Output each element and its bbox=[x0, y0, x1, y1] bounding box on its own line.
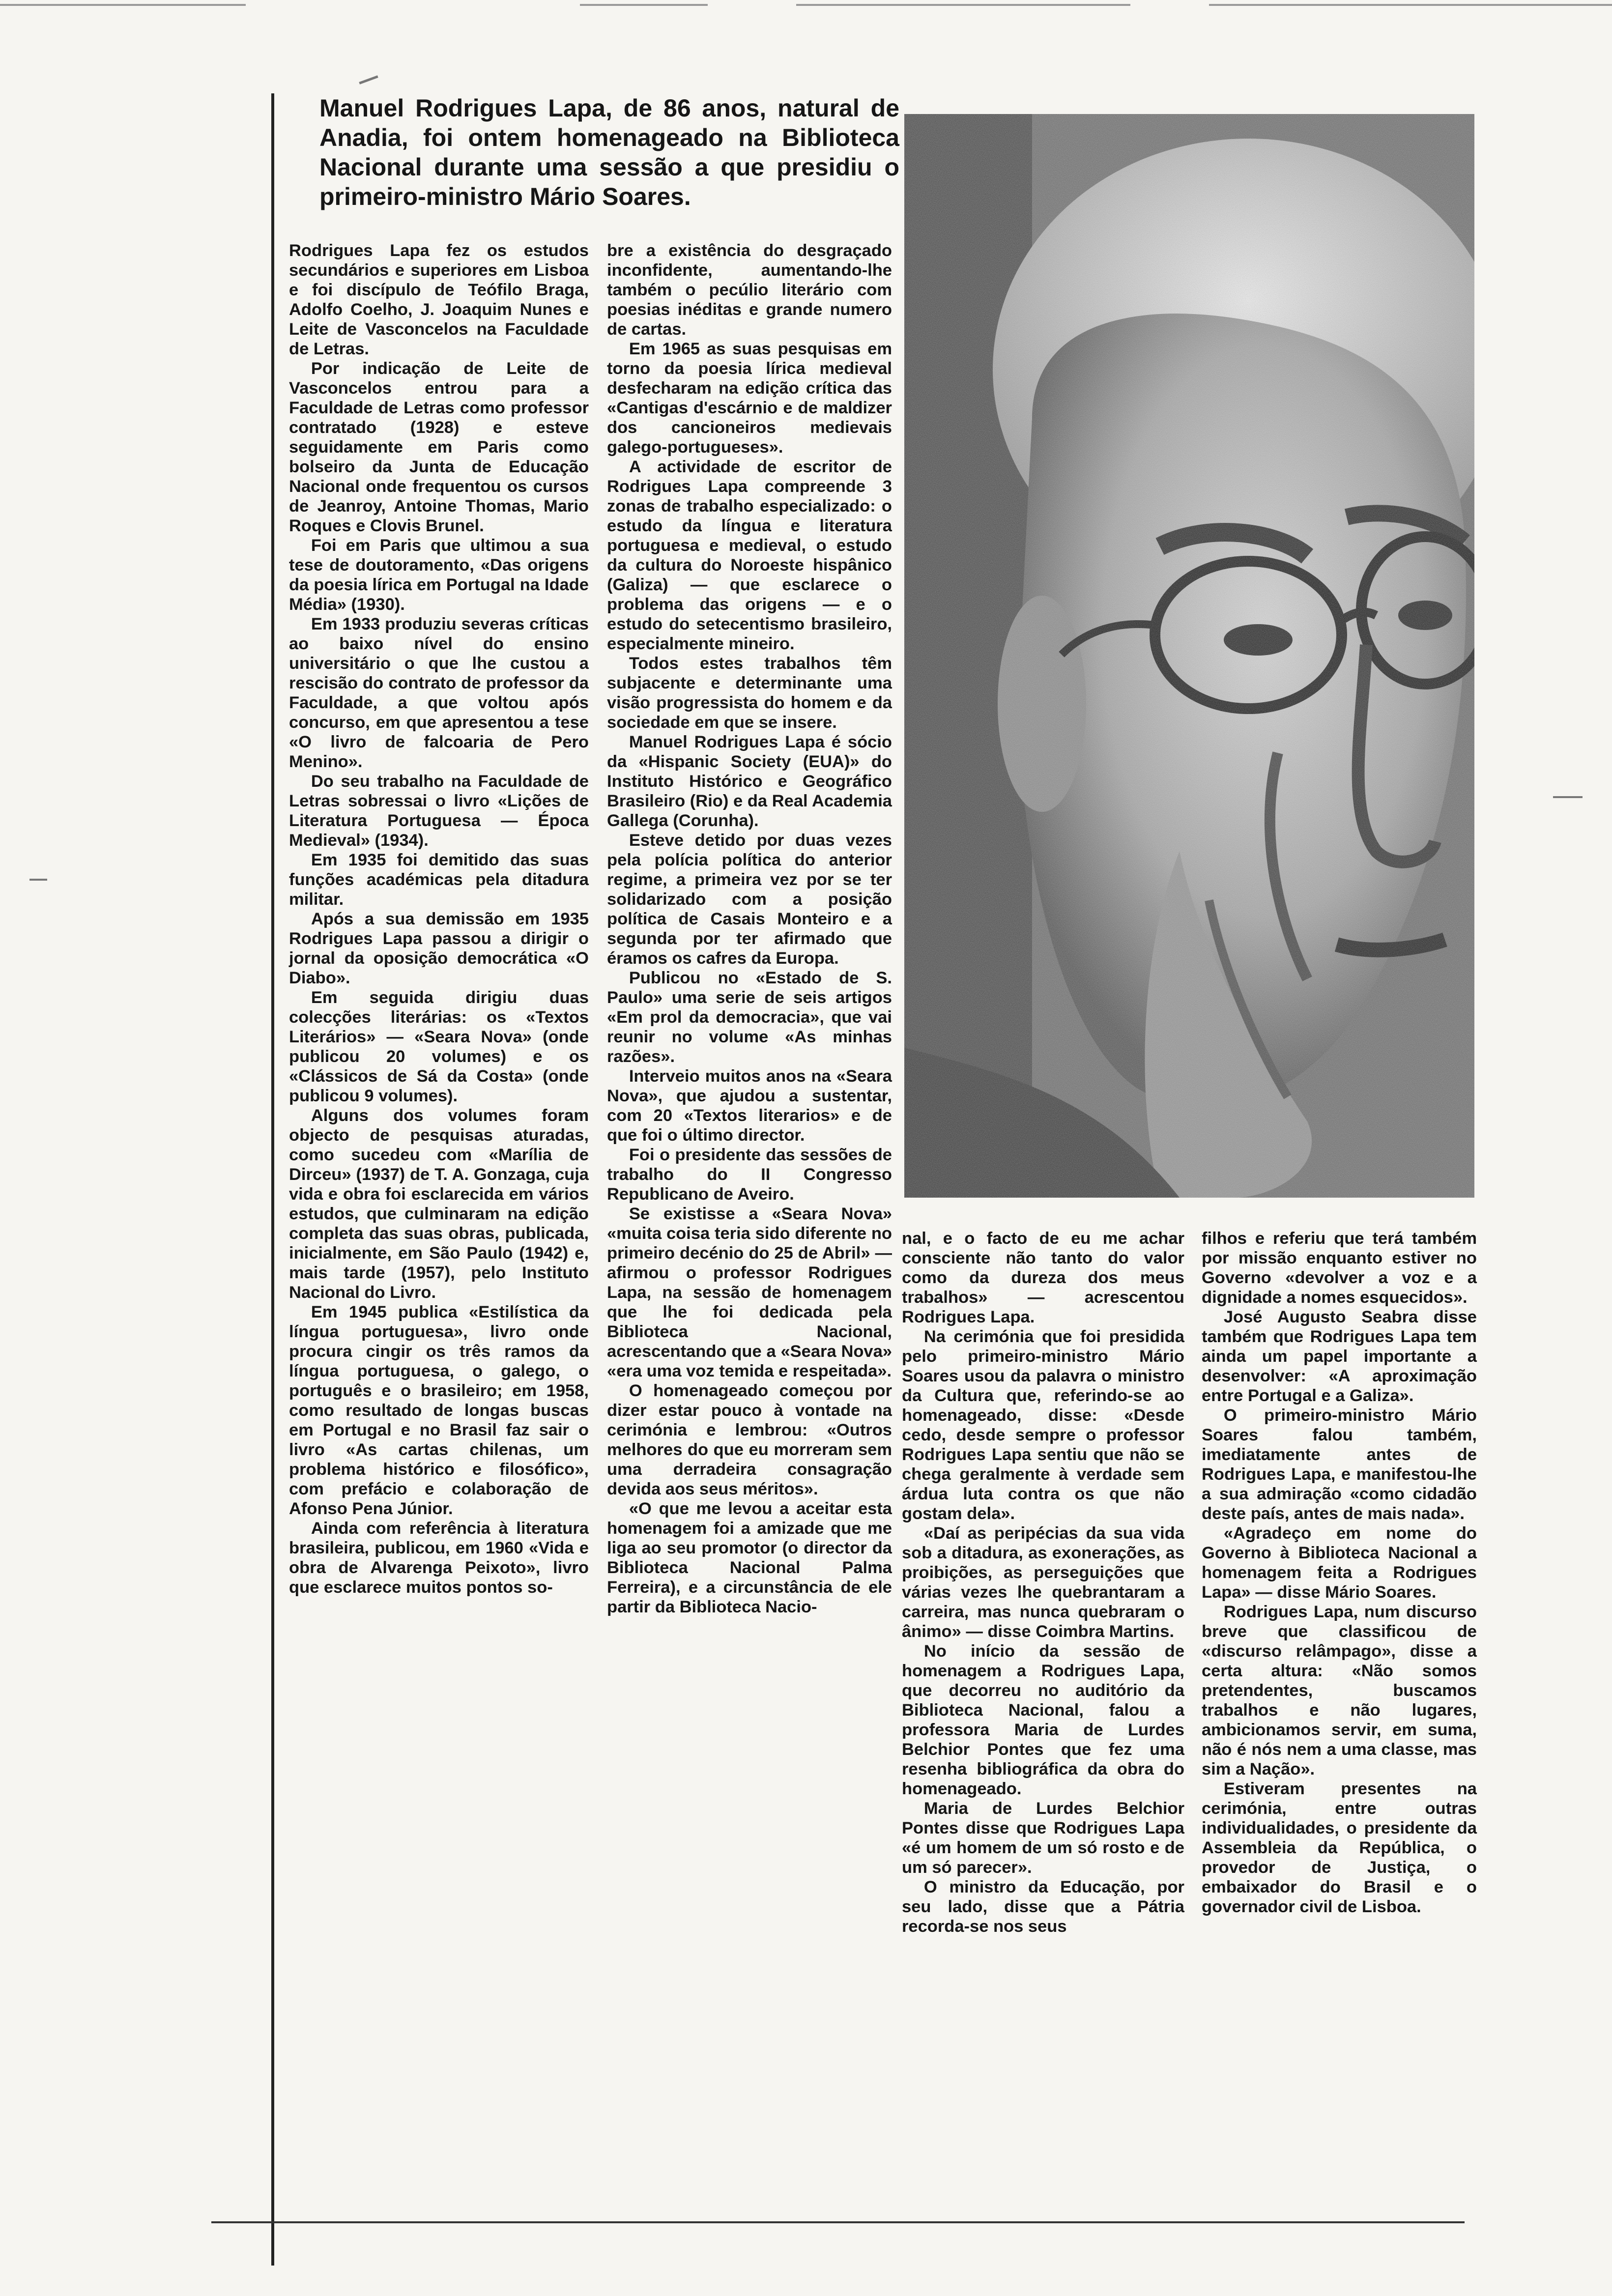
article-paragraph: Ainda com referência à literatura brasileira, publicou, em 1960 «Vida e obra de Alvarenga Peixoto», livro que esclarece muitos pontos so- bbox=[289, 1519, 589, 1597]
article-paragraph: Em 1945 publica «Estilística da língua portuguesa», livro onde procura cingir os três ramos da língua portuguesa, o galego, o português e o brasileiro; em 1958, como resultado de longas buscas em Portugal e no Brasil faz sair o livro «As cartas chilenas, um problema histórico e filosófico», com prefácio e colaboração de Afonso Pena Júnior. bbox=[289, 1303, 589, 1518]
scan-edge-line bbox=[1209, 4, 1612, 6]
article-column-4 bbox=[1202, 1229, 1477, 1917]
article-paragraph: Em 1933 produziu severas críticas ao baixo nível do ensino universitário o que lhe custou a rescisão do contrato de professor da Faculdade, a que voltou após concurso, em que apresentou a tese «O livro de falcoaria de Pero Menino». bbox=[289, 615, 589, 771]
article-paragraph: filhos e referiu que terá também por missão enquanto estiver no Governo «devolver a voz e a dignidade a nomes esquecidos». bbox=[1202, 1229, 1477, 1307]
article-paragraph: José Augusto Seabra disse também que Rodrigues Lapa tem ainda um papel importante a desenvolver: «A aproximação entre Portugal e a Galiza». bbox=[1202, 1308, 1477, 1405]
scan-edge-line bbox=[0, 4, 246, 6]
article-column-3 bbox=[902, 1229, 1184, 1936]
article-paragraph: Em 1935 foi demitido das suas funções académicas pela ditadura militar. bbox=[289, 851, 589, 909]
article-column-1 bbox=[289, 241, 589, 1597]
article-paragraph: Do seu trabalho na Faculdade de Letras sobressai o livro «Lições de Literatura Portuguesa — Época Medieval» (1934). bbox=[289, 772, 589, 850]
article-paragraph: Alguns dos volumes foram objecto de pesquisas aturadas, como sucedeu com «Marília de Dirceu» (1937) de T. A. Gonzaga, cuja vida e obra foi esclarecida em vários estudos, que culminaram na edição completa das suas obras, publicada, inicialmente, em São Paulo (1942) e, mais tarde (1957), pelo Instituto Nacional do Livro. bbox=[289, 1106, 589, 1302]
article-paragraph: «Daí as peripécias da sua vida sob a ditadura, as exonerações, as proibições, as perseguições que várias vezes lhe quebrantaram a carreira, mas nunca quebraram o ânimo» — disse Coimbra Martins. bbox=[902, 1524, 1184, 1641]
article-paragraph: Por indicação de Leite de Vasconcelos entrou para a Faculdade de Letras como professor contratado (1928) e esteve seguidamente em Paris como bolseiro da Junta de Educação Nacional onde frequentou os cursos de Jeanroy, Antoine Thomas, Mario Roques e Clovis Brunel. bbox=[289, 359, 589, 535]
article-paragraph: Em 1965 as suas pesquisas em torno da poesia lírica medieval desfecharam na edição crítica das «Cantigas d'escárnio e de maldizer dos cancioneiros medievais galego-portugueses». bbox=[607, 340, 892, 457]
article-paragraph: «O que me levou a aceitar esta homenagem foi a amizade que me liga ao seu promotor (o director da Biblioteca Nacional Palma Ferreira), e a circunstância de ele partir da Biblioteca Nacio- bbox=[607, 1499, 892, 1616]
article-paragraph: Foi em Paris que ultimou a sua tese de doutoramento, «Das origens da poesia lírica em Portugal na Idade Média» (1930). bbox=[289, 536, 589, 614]
scan-mark bbox=[1553, 796, 1583, 798]
scan-edge-line bbox=[580, 4, 708, 6]
column-rule bbox=[271, 93, 274, 2266]
article-paragraph: O ministro da Educação, por seu lado, disse que a Pátria recorda-se nos seus bbox=[902, 1878, 1184, 1936]
headline: Manuel Rodrigues Lapa, de 86 anos, natural de Anadia, foi ontem homenageado na Biblioteca Nacional durante uma sessão a que presidiu o primeiro-ministro Mário Soares. bbox=[319, 94, 899, 210]
article-paragraph: No início da sessão de homenagem a Rodrigues Lapa, que decorreu no auditório da Biblioteca Nacional, falou a professora Maria de Lurdes Belchior Pontes que fez uma resenha bibliográfica da obra do homenageado. bbox=[902, 1642, 1184, 1798]
article-paragraph: Rodrigues Lapa fez os estudos secundários e superiores em Lisboa e foi discípulo de Teófilo Braga, Adolfo Coelho, J. Joaquim Nunes e Leite de Vasconcelos na Faculdade de Letras. bbox=[289, 241, 589, 358]
scan-edge-line bbox=[796, 4, 1130, 6]
portrait-photo bbox=[904, 114, 1474, 1198]
article-paragraph: Em seguida dirigiu duas colecções literárias: os «Textos Literários» — «Seara Nova» (onde publicou 20 volumes) e os «Clássicos de Sá da Costa» (onde publicou 9 volumes). bbox=[289, 988, 589, 1105]
article-paragraph: A actividade de escritor de Rodrigues Lapa compreende 3 zonas de trabalho especializado: o estudo da língua e literatura portuguesa e medieval, o estudo da cultura do Noroeste hispânico (Galiza) — que esclarece o problema das origens — e o estudo do setecentismo brasileiro, especialmente mineiro. bbox=[607, 458, 892, 653]
article-paragraph: Maria de Lurdes Belchior Pontes disse que Rodrigues Lapa «é um homem de um só rosto e de um só parecer». bbox=[902, 1799, 1184, 1877]
article-paragraph: Na cerimónia que foi presidida pelo primeiro-ministro Mário Soares usou da palavra o ministro da Cultura que, referindo-se ao homenageado, disse: «Desde cedo, desde sempre o professor Rodrigues Lapa sentiu que não se chega geralmente à verdade sem árdua luta contra os que não gostam dela». bbox=[902, 1327, 1184, 1523]
portrait-photo-icon bbox=[904, 114, 1474, 1198]
article-paragraph: O homenageado começou por dizer estar pouco à vontade na cerimónia e lembrou: «Outros melhores do que eu morreram sem uma derradeira consagração devida aos seus méritos». bbox=[607, 1381, 892, 1498]
article-paragraph: Todos estes trabalhos têm subjacente e determinante uma visão progressista do homem e da sociedade em que se insere. bbox=[607, 654, 892, 732]
article-paragraph: Estiveram presentes na cerimónia, entre outras individualidades, o presidente da Assembleia da República, o provedor de Justiça, o embaixador do Brasil e o governador civil de Lisboa. bbox=[1202, 1779, 1477, 1916]
article-paragraph: Rodrigues Lapa, num discurso breve que classificou de «discurso relâmpago», disse a certa altura: «Não somos pretendentes, buscamos trabalhos e não lugares, ambicionamos servir, em suma, não é nós nem a uma classe, mas sim a Nação». bbox=[1202, 1603, 1477, 1779]
article-paragraph: Esteve detido por duas vezes pela polícia política do anterior regime, a primeira vez por se ter solidarizado com a posição política de Casais Monteiro e a segunda por ter afirmado que éramos os cafres da Europa. bbox=[607, 831, 892, 968]
scan-mark bbox=[359, 75, 378, 84]
article-paragraph: O primeiro-ministro Mário Soares falou também, imediatamente antes de Rodrigues Lapa, e manifestou-lhe a sua admiração «como cidadão deste país, antes de mais nada». bbox=[1202, 1406, 1477, 1523]
article-paragraph: Manuel Rodrigues Lapa é sócio da «Hispanic Society (EUA)» do Instituto Histórico e Geográfico Brasileiro (Rio) e da Real Academia Gallega (Corunha). bbox=[607, 733, 892, 830]
article-paragraph: bre a existência do desgraçado inconfidente, aumentando-lhe também o pecúlio literário com poesias inéditas e grande numero de cartas. bbox=[607, 241, 892, 339]
article-paragraph: Interveio muitos anos na «Seara Nova», que ajudou a sustentar, com 20 «Textos literarios» e de que foi o último director. bbox=[607, 1067, 892, 1145]
bottom-rule bbox=[211, 2221, 1465, 2223]
article-paragraph: Após a sua demissão em 1935 Rodrigues Lapa passou a dirigir o jornal da oposição democrática «O Diabo». bbox=[289, 910, 589, 987]
article-paragraph: Foi o presidente das sessões de trabalho do II Congresso Republicano de Aveiro. bbox=[607, 1146, 892, 1204]
scan-mark bbox=[29, 879, 47, 881]
article-paragraph: «Agradeço em nome do Governo à Biblioteca Nacional a homenagem feita a Rodrigues Lapa» — disse Mário Soares. bbox=[1202, 1524, 1477, 1602]
article-paragraph: Se existisse a «Seara Nova» «muita coisa teria sido diferente no primeiro decénio do 25 de Abril» — afirmou o professor Rodrigues Lapa, na sessão de homenagem que lhe foi dedicada pela Biblioteca Nacional, acrescentando que a «Seara Nova» «era uma voz temida e respeitada». bbox=[607, 1205, 892, 1380]
article-paragraph: Publicou no «Estado de S. Paulo» uma serie de seis artigos «Em prol da democracia», que vai reunir no volume «As minhas razões». bbox=[607, 969, 892, 1066]
article-paragraph: nal, e o facto de eu me achar consciente não tanto do valor como da dureza dos meus trabalhos» — acrescentou Rodrigues Lapa. bbox=[902, 1229, 1184, 1326]
article-column-2 bbox=[607, 241, 892, 1617]
